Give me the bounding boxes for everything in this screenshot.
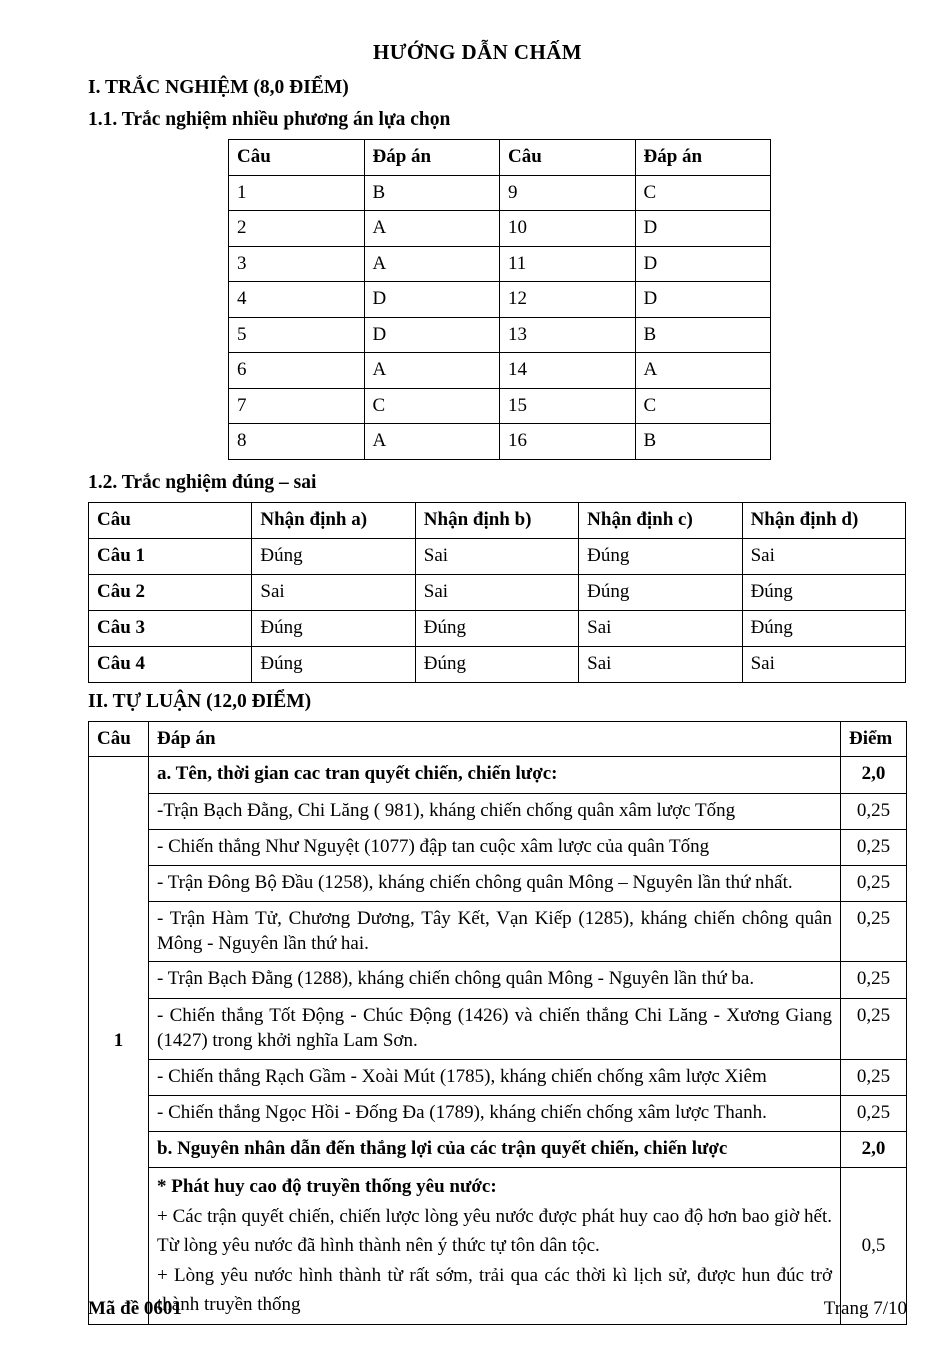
table-row [229, 282, 771, 317]
points-value: 0,25 [841, 829, 907, 865]
page-number: Trang 7/10 [823, 1298, 907, 1319]
column-header-dapan-1: Đáp án [364, 140, 500, 175]
table-row [89, 539, 906, 575]
answer-subheading: * Phát huy cao độ truyền thống yêu nước: [157, 1176, 497, 1198]
answer-letter: B [635, 424, 771, 459]
table-row [89, 757, 907, 793]
answer-text: - Trận Hàm Tử, Chương Dương, Tây Kết, Vạn Kiếp (1285), kháng chiến chông quân Mông - Nguyên lần thứ hai. [149, 901, 841, 962]
question-number-cell: 1 [89, 757, 149, 1325]
multiple-choice-answer-table [228, 139, 771, 459]
question-number: 10 [500, 211, 636, 246]
points-value: 0,25 [841, 1095, 907, 1131]
answer-letter: A [364, 424, 500, 459]
column-header-dapan-2: Đáp án [635, 140, 771, 175]
answer-paragraph-1: + Các trận quyết chiến, chiến lược lòng yêu nước được phát huy cao độ hơn bao giờ hết. Từ lòng yêu nước đã hình thành nên ý thức tự tôn dân tộc. [157, 1205, 832, 1257]
column-header-diem: Điểm [841, 722, 907, 757]
answer-value: Sai [579, 611, 742, 647]
table-row [89, 1095, 907, 1131]
answer-letter: D [364, 317, 500, 352]
table-row [89, 866, 907, 901]
points-value: 2,0 [841, 757, 907, 793]
answer-value: Đúng [742, 611, 905, 647]
answer-value: Sai [742, 539, 905, 575]
answer-letter: A [364, 211, 500, 246]
question-number: 8 [229, 424, 365, 459]
answer-value: Đúng [252, 611, 415, 647]
table-row [89, 829, 907, 865]
answer-letter: D [635, 246, 771, 281]
answer-value: Sai [415, 539, 578, 575]
answer-letter: B [635, 317, 771, 352]
question-number: 14 [500, 353, 636, 388]
question-label: Câu 2 [89, 575, 252, 611]
answer-value: Đúng [252, 647, 415, 683]
table-row [89, 793, 907, 829]
answer-letter: C [364, 388, 500, 423]
answer-value: Đúng [252, 539, 415, 575]
answer-letter: A [635, 353, 771, 388]
subsection-heading-1-1: 1.1. Trắc nghiệm nhiều phương án lựa chọn [88, 108, 451, 130]
answer-letter: B [364, 175, 500, 210]
table-row [229, 388, 771, 423]
question-label: Câu 4 [89, 647, 252, 683]
table-row [89, 962, 907, 998]
answer-letter: A [364, 353, 500, 388]
table-row [229, 211, 771, 246]
question-number: 7 [229, 388, 365, 423]
answer-value: Sai [579, 647, 742, 683]
question-number: 13 [500, 317, 636, 352]
answer-text: - Trận Bạch Đằng (1288), kháng chiến chông quân Mông - Nguyên lần thứ ba. [149, 962, 841, 998]
table-row [89, 901, 907, 962]
table-header-row [229, 140, 771, 175]
table-row [89, 998, 907, 1059]
answer-paragraph-2: + Lòng yêu nước hình thành từ rất sớm, trải qua các thời kì lịch sử, được hun đúc trở thành truyền thống [157, 1264, 832, 1316]
answer-text: - Trận Đông Bộ Đầu (1258), kháng chiến chông quân Mông – Nguyên lần thứ nhất. [149, 866, 841, 901]
points-value: 2,0 [841, 1132, 907, 1168]
question-number: 1 [229, 175, 365, 210]
question-number: 12 [500, 282, 636, 317]
answer-value: Đúng [415, 611, 578, 647]
points-value: 0,25 [841, 962, 907, 998]
table-row [89, 1132, 907, 1168]
table-header-row [89, 503, 906, 539]
question-number: 2 [229, 211, 365, 246]
table-row [229, 424, 771, 459]
answer-value: Đúng [579, 539, 742, 575]
column-header-nhandinh-a: Nhận định a) [252, 503, 415, 539]
answer-text: a. Tên, thời gian cac tran quyết chiến, chiến lược: [149, 757, 841, 793]
answer-letter: D [364, 282, 500, 317]
question-number: 3 [229, 246, 365, 281]
answer-value: Sai [252, 575, 415, 611]
points-value: 0,25 [841, 866, 907, 901]
question-number: 15 [500, 388, 636, 423]
true-false-answer-table [88, 502, 906, 683]
answer-text: -Trận Bạch Đằng, Chi Lăng ( 981), kháng chiến chống quân xâm lược Tống [149, 793, 841, 829]
table-row [229, 175, 771, 210]
essay-answer-table [88, 721, 907, 1325]
answer-letter: C [635, 175, 771, 210]
section-heading-2: II. TỰ LUẬN (12,0 ĐIỂM) [88, 691, 312, 713]
column-header-nhandinh-c: Nhận định c) [579, 503, 742, 539]
page-title: HƯỚNG DẪN CHẤM [373, 40, 582, 64]
question-number: 11 [500, 246, 636, 281]
question-number: 9 [500, 175, 636, 210]
exam-code: Mã đề 0601 [88, 1298, 182, 1319]
answer-letter: D [635, 211, 771, 246]
question-number: 6 [229, 353, 365, 388]
column-header-cau: Câu [89, 503, 252, 539]
table-row [229, 317, 771, 352]
answer-text: b. Nguyên nhân dẫn đến thắng lợi của các trận quyết chiến, chiến lược [149, 1132, 841, 1168]
table-row [89, 647, 906, 683]
question-number: 4 [229, 282, 365, 317]
table-row [89, 575, 906, 611]
answer-text: - Chiến thắng Rạch Gầm - Xoài Mút (1785), kháng chiến chống xâm lược Xiêm [149, 1059, 841, 1095]
answer-value: Sai [415, 575, 578, 611]
page-footer [88, 1298, 907, 1320]
answer-text: - Chiến thắng Tốt Động - Chúc Động (1426) và chiến thắng Chi Lăng - Xương Giang (1427) trong khởi nghĩa Lam Sơn. [149, 998, 841, 1059]
question-label: Câu 3 [89, 611, 252, 647]
table-row [229, 246, 771, 281]
column-header-dapan: Đáp án [149, 722, 841, 757]
points-value: 0,5 [841, 1168, 907, 1325]
points-value: 0,25 [841, 793, 907, 829]
answer-letter: A [364, 246, 500, 281]
section-heading-1: I. TRẮC NGHIỆM (8,0 ĐIỂM) [88, 77, 349, 98]
table-row [89, 611, 906, 647]
points-value: 0,25 [841, 901, 907, 962]
table-header-row [89, 722, 907, 757]
column-header-nhandinh-d: Nhận định d) [742, 503, 905, 539]
answer-text: - Chiến thắng Ngọc Hồi - Đống Đa (1789), kháng chiến chống xâm lược Thanh. [149, 1095, 841, 1131]
answer-text: - Chiến thắng Như Nguyệt (1077) đập tan cuộc xâm lược của quân Tống [149, 829, 841, 865]
answer-value: Đúng [415, 647, 578, 683]
points-value: 0,25 [841, 998, 907, 1059]
question-label: Câu 1 [89, 539, 252, 575]
column-header-nhandinh-b: Nhận định b) [415, 503, 578, 539]
points-value: 0,25 [841, 1059, 907, 1095]
answer-value: Đúng [579, 575, 742, 611]
subsection-heading-1-2: 1.2. Trắc nghiệm đúng – sai [88, 471, 317, 493]
answer-letter: C [635, 388, 771, 423]
column-header-cau-2: Câu [500, 140, 636, 175]
question-number: 5 [229, 317, 365, 352]
answer-value: Sai [742, 647, 905, 683]
table-row [229, 353, 771, 388]
answer-value: Đúng [742, 575, 905, 611]
question-number: 16 [500, 424, 636, 459]
column-header-cau-1: Câu [229, 140, 365, 175]
answer-letter: D [635, 282, 771, 317]
table-row [89, 1059, 907, 1095]
column-header-cau: Câu [89, 722, 149, 757]
